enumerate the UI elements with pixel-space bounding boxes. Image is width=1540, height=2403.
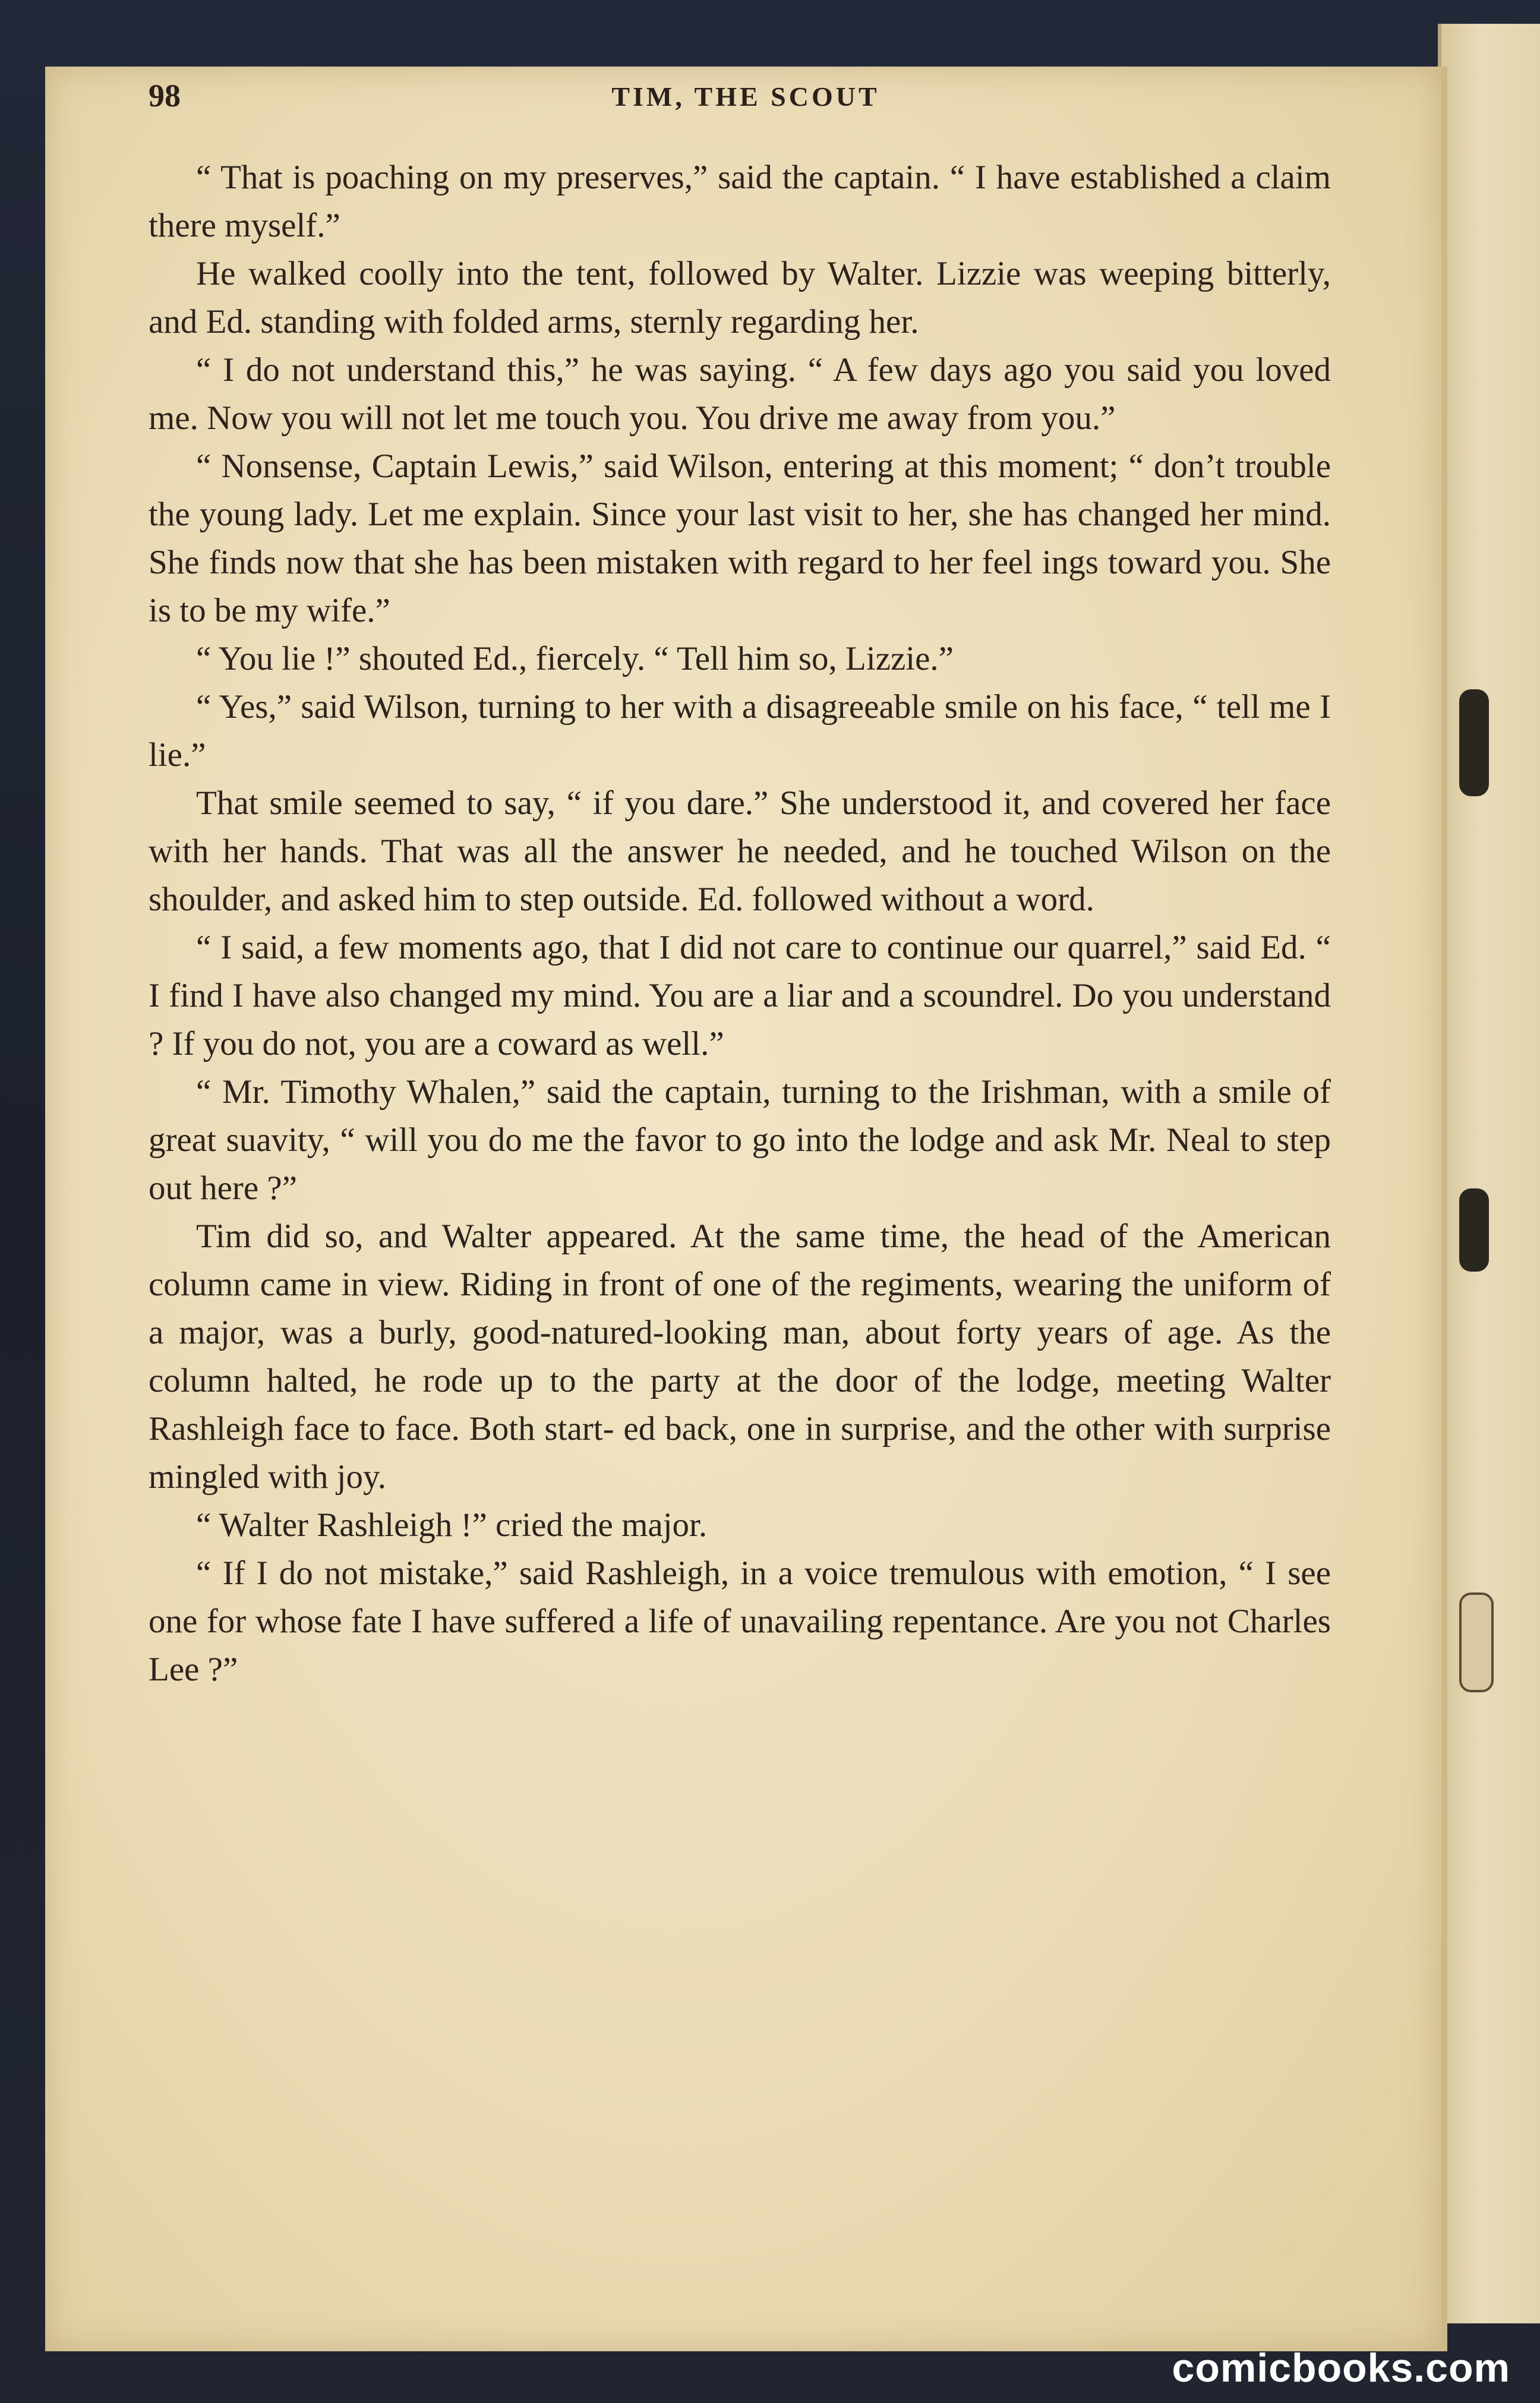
page-number: 98 — [149, 78, 181, 113]
body-text — [149, 153, 1331, 1694]
paragraph: “ Nonsense, Captain Lewis,” said Wilson, entering at this moment; “ don’t trouble the young lady. Let me explain. Since your last visit to her, she has changed her mind. She finds now that she has been mistaken with regard to her feel ings toward you. She is to be my wife.” — [149, 447, 1331, 629]
paragraph: “ You lie !” shouted Ed., fiercely. “ Tell him so, Lizzie.” — [196, 640, 954, 677]
paragraph: “ That is poaching on my preserves,” said the captain. “ I have established a claim there myself.” — [149, 159, 1331, 244]
adjacent-page-edge — [1438, 24, 1540, 2323]
paragraph: That smile seemed to say, “ if you dare.” She understood it, and covered her face with her hands. That was all the answer he needed, and he touched Wilson on the shoulder, and asked him to step outside. Ed. followed without a word. — [149, 784, 1331, 918]
paragraph: He walked coolly into the tent, followed by Walter. Lizzie was weeping bitterly, and Ed. standing with folded arms, sternly regarding her. — [149, 255, 1331, 340]
page-tear — [1459, 689, 1489, 796]
paragraph: “ Yes,” said Wilson, turning to her with a disagreeable smile on his face, “ tell me I lie.” — [149, 688, 1331, 774]
page-tear — [1459, 1592, 1494, 1692]
paragraph: Tim did so, and Walter appeared. At the same time, the head of the American column came in view. Riding in front of one of the regiments, wearing the uniform of a major, was a burly, good-natured-looking man, about forty years of age. As the column halted, he rode up to the party at the door of the lodge, meeting Walter Rashleigh face to face. Both start- ed back, one in surprise, and the other with surprise mingled with joy. — [149, 1218, 1331, 1496]
paragraph: “ Mr. Timothy Whalen,” said the captain, turning to the Irishman, with a smile of great suavity, “ will you do me the favor to go into the lodge and ask Mr. Neal to step out here ?” — [149, 1073, 1331, 1207]
watermark: comicbooks.com — [1172, 2345, 1510, 2391]
paragraph: “ Walter Rashleigh !” cried the major. — [196, 1506, 708, 1544]
page-tear — [1459, 1188, 1489, 1272]
paragraph: “ If I do not mistake,” said Rashleigh, in a voice tremulous with emotion, “ I see one for whose fate I have suffered a life of unavailing repentance. Are you not Charles Lee ?” — [149, 1554, 1331, 1688]
running-title: TIM, THE SCOUT — [611, 81, 880, 112]
paragraph: “ I do not understand this,” he was saying. “ A few days ago you said you loved me. Now you will not let me touch you. You drive me away from you.” — [149, 351, 1331, 437]
paragraph: “ I said, a few moments ago, that I did not care to continue our quarrel,” said Ed. “ I find I have also changed my mind. You are a liar and a scoundrel. Do you understand ? If you do not, you are a coward as well.” — [149, 929, 1331, 1062]
page-header — [149, 77, 1343, 125]
